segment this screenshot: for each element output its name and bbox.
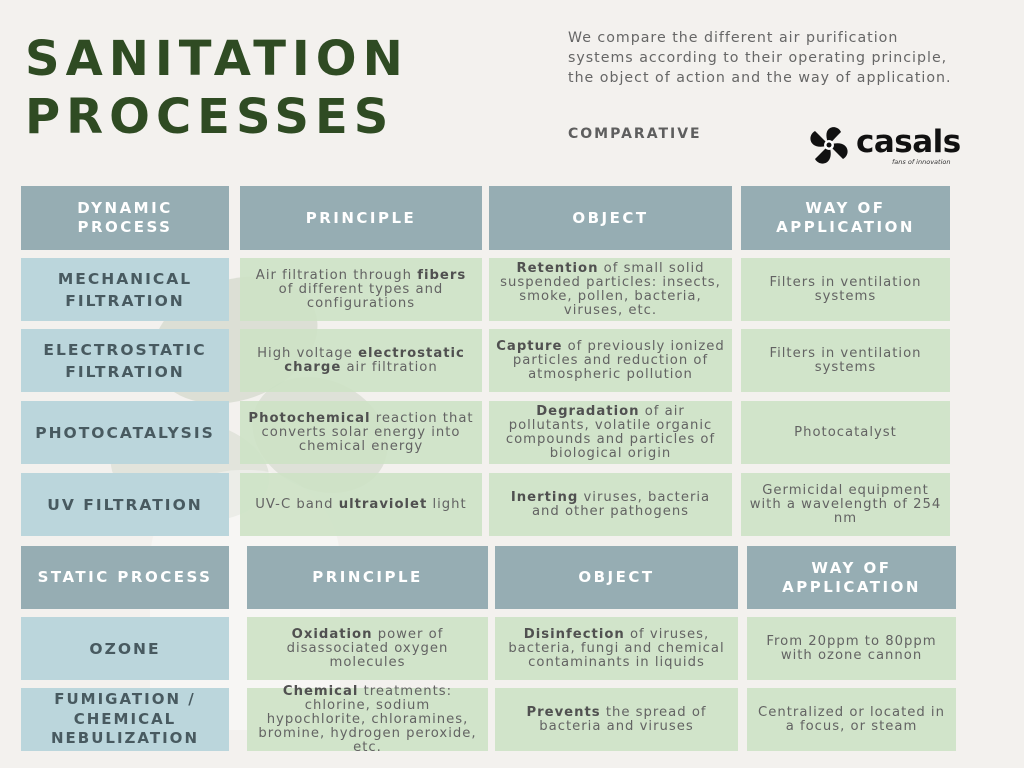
cell-text-run: the spread of bacteria and viruses	[539, 704, 707, 734]
application-cell	[741, 258, 950, 321]
principle-cell	[240, 258, 482, 321]
emphasis-text: electrostatic charge	[284, 345, 465, 375]
cell-text-run: of previously ionized particles and reduction of atmospheric pollution	[512, 338, 725, 382]
cell-text	[747, 347, 944, 375]
cell-text-run: Centralized or located in a focus, or steam	[758, 704, 945, 734]
emphasis-text: Chemical	[282, 683, 359, 699]
cell-text-run: of small solid suspended particles: insects, smoke, pollen, bacteria, viruses, etc.	[500, 260, 721, 318]
cell-text	[753, 635, 950, 663]
emphasis-text: Photochemical	[248, 410, 371, 426]
emphasis-text: Prevents	[526, 704, 601, 720]
intro-text: We compare the different air purification systems according to their operating principle, the object of action and the way of application.	[568, 30, 952, 86]
static-process-type-header: STATIC PROCESS	[21, 546, 229, 609]
object-cell	[489, 401, 732, 464]
cell-text	[246, 412, 476, 454]
principle-cell	[240, 329, 482, 392]
application-cell	[741, 473, 950, 536]
cell-text-run: Germicidal equipment with a wavelength of 254 nm	[749, 482, 942, 526]
cell-text	[753, 706, 950, 734]
cell-text-run: air filtration	[341, 359, 438, 375]
cell-text	[747, 484, 944, 526]
cell-text-run: power of disassociated oxygen molecules	[286, 626, 449, 670]
process-name: UV FILTRATION	[21, 473, 229, 536]
cell-text-run: Air filtration through	[255, 267, 418, 283]
object-cell	[489, 473, 732, 536]
fan-blades-icon	[806, 122, 852, 168]
application-cell	[741, 329, 950, 392]
cell-text	[501, 706, 732, 734]
emphasis-text: Capture	[496, 338, 563, 354]
cell-text	[253, 628, 482, 670]
cell-text	[747, 276, 944, 304]
comparative-label: COMPARATIVE	[568, 126, 702, 142]
static-object-header: OBJECT	[495, 546, 738, 609]
cell-text-run: UV-C band	[255, 496, 339, 512]
cell-text	[495, 405, 726, 461]
dynamic-process-type-header: DYNAMIC PROCESS	[21, 186, 229, 250]
principle-cell	[240, 401, 482, 464]
application-cell	[747, 688, 956, 751]
cell-text-run: of viruses, bacteria, fungi and chemical contaminants in liquids	[508, 626, 725, 670]
cell-text	[495, 491, 726, 519]
process-name: MECHANICAL FILTRATION	[21, 258, 229, 321]
logo-wordmark: casals	[856, 124, 961, 160]
logo-tagline: fans of innovation	[892, 158, 951, 166]
process-name: PHOTOCATALYSIS	[21, 401, 229, 464]
cell-text-run: High voltage	[257, 345, 359, 361]
dynamic-application-header: WAY OF APPLICATION	[741, 186, 950, 250]
emphasis-text: Retention	[516, 260, 599, 276]
cell-text	[253, 685, 482, 755]
emphasis-text: Oxidation	[291, 626, 373, 642]
title-line-1: SANITATION	[25, 31, 409, 87]
application-cell	[747, 617, 956, 680]
casals-logo	[806, 120, 961, 170]
process-name: OZONE	[21, 617, 229, 680]
object-cell	[489, 329, 732, 392]
emphasis-text: fibers	[417, 267, 467, 283]
cell-text-run: treatments: chlorine, sodium hypochlorite, chloramines, bromine, hydrogen peroxide, etc.	[258, 683, 477, 755]
application-cell	[741, 401, 950, 464]
cell-text	[255, 498, 466, 512]
cell-text	[246, 347, 476, 375]
cell-text	[495, 340, 726, 382]
process-name: ELECTROSTATIC FILTRATION	[21, 329, 229, 392]
cell-text-run: reaction that converts solar energy into chemical energy	[261, 410, 474, 454]
object-cell	[495, 688, 738, 751]
principle-cell	[247, 617, 488, 680]
cell-text-run: light	[427, 496, 467, 512]
cell-text-run: Photocatalyst	[794, 424, 897, 440]
cell-text	[246, 269, 476, 311]
principle-cell	[247, 683, 488, 755]
cell-text-run: of different types and configurations	[278, 281, 444, 311]
page-title	[25, 30, 409, 146]
emphasis-text: Degradation	[536, 403, 640, 419]
dynamic-principle-header: PRINCIPLE	[240, 186, 482, 250]
emphasis-text: Disinfection	[523, 626, 625, 642]
static-application-header: WAY OF APPLICATION	[747, 546, 956, 609]
cell-text	[495, 262, 726, 318]
static-principle-header: PRINCIPLE	[247, 546, 488, 609]
cell-text-run: viruses, bacteria and other pathogens	[531, 489, 711, 519]
emphasis-text: ultraviolet	[338, 496, 428, 512]
cell-text-run: Filters in ventilation systems	[769, 274, 922, 304]
title-line-2: PROCESSES	[25, 89, 395, 145]
cell-text-run: From 20ppm to 80ppm with ozone cannon	[766, 633, 937, 663]
cell-text	[794, 426, 897, 440]
cell-text-run: Filters in ventilation systems	[769, 345, 922, 375]
dynamic-object-header: OBJECT	[489, 186, 732, 250]
object-cell	[495, 617, 738, 680]
process-name: FUMIGATION / CHEMICAL NEBULIZATION	[21, 688, 229, 751]
cell-text	[501, 628, 732, 670]
principle-cell	[240, 473, 482, 536]
cell-text-run: of air pollutants, volatile organic compounds and particles of biological origin	[505, 403, 716, 461]
object-cell	[489, 258, 732, 321]
emphasis-text: Inerting	[510, 489, 579, 505]
